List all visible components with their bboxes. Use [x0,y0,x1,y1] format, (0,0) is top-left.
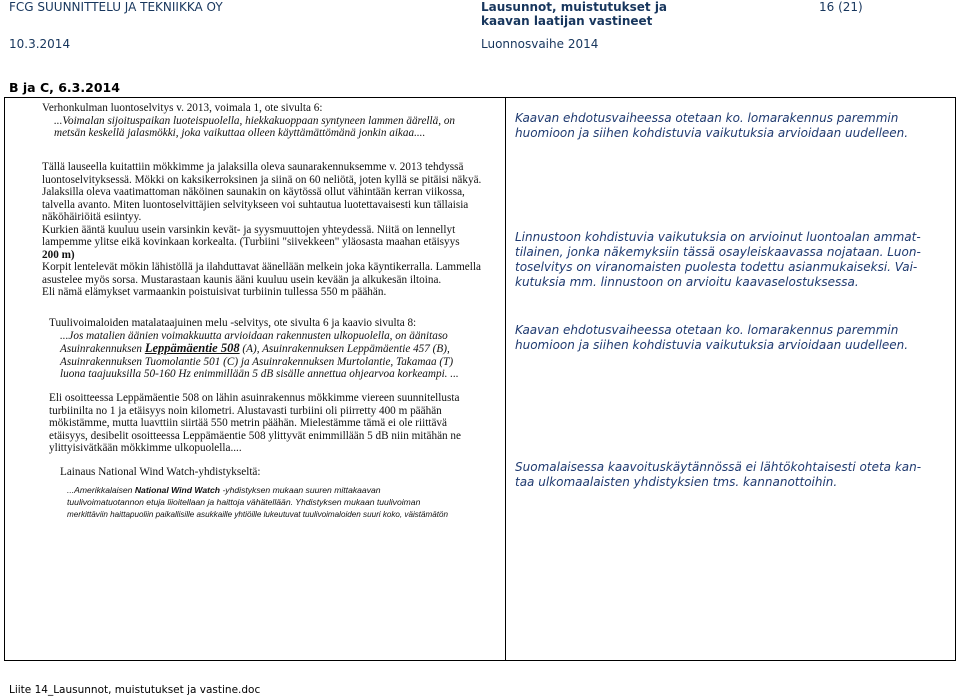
document-title-line1: Lausunnot, muistutukset ja [481,0,668,14]
scan-statement-2 [42,161,481,299]
excerpt-title: Tuulivoimaloiden matalataajuinen melu -selvitys, ote sivulta 6 ja kaavio sivulta 8: [49,317,417,329]
statement-line: Eli nämä elämykset varmaankin poistuisivat turbiinin tullessa 550 m päähän. [42,286,387,298]
scan-quote-5 [67,484,503,521]
statement-line: etäisyys, desibelit osoitteessa Leppämäentie 508 ylittyvät enimmillään 5 dB niin mitähän ne [49,429,461,442]
page-number: 16 (21) [819,0,863,14]
statement-line: Kurkien ääntä kuuluu usein varsinkin kevät- ja syysmuuttojen yhteydessä. Niitä on lennellyt [42,223,456,236]
excerpt-line: metsän keskellä jalasmökki, joka vaikuttaa olleen käyttämättömänä jonkin aikaa.... [54,127,426,139]
comment-line: Kaavan ehdotusvaiheessa otetaan ko. lomarakennus paremmin [515,323,899,337]
quote-fragment: ...Amerikkalaisen [67,485,135,495]
comment-line: taa ulkomaalaisten yhdistyksien tms. kannanottoihin. [515,475,838,489]
document-phase: Luonnosvaihe 2014 [481,37,599,51]
statement-line: asustelee myös sorsa. Mustarastaan kaunis ääni kuuluu usein kevään ja alkukesän iltoina. [42,273,442,286]
statement-line: mökistämme, mutta luavttiin siirtää 550 metrin päähän. Mielestämme tämä ei ole riittävä [49,417,447,429]
quote-line [67,484,503,496]
statement-line: lampemme ylitse eikä kovinkaan korkealta. (Turbiini "siivekkeen" yläosasta maahan etäisyys [42,236,460,248]
section-title: B ja C, 6.3.2014 [9,80,120,95]
response-comment-3 [515,323,908,353]
scan-excerpt-1 [42,102,455,140]
statement-line: turbiinilta no 1 ja etäisyys noin kilometri. Alustavasti turbiini oli piirretty 400 m päähän [49,404,442,417]
comment-line: Linnustoon kohdistuvia vaikutuksia on arvioinut luontoalan ammat- [515,230,921,244]
comment-line: tilainen, jonka näkemyksiin tässä osayleiskaavassa nojataan. Luon- [515,245,921,259]
document-date: 10.3.2014 [9,37,71,51]
comment-line: huomioon ja siihen kohdistuvia vaikutuksia arvioidaan uudelleen. [515,338,909,352]
response-comment-2 [515,230,921,290]
excerpt-line [49,342,459,356]
quote-line: tuulivoimatuotannon etuja liioitellaan ja haittoja vähätellään. Yhdistyksen mukaan tuulivoiman [67,497,421,508]
statement-line: Tällä lauseella kuitattiin mökkimme ja jalaksilla oleva saunarakennuksemme v. 2013 tehdyssä [42,161,464,173]
organization-name: National Wind Watch [134,485,221,495]
quote-fragment: -yhdistyksen mukaan suuren mittakaavan [220,485,381,495]
scan-excerpt-5 [60,466,261,479]
excerpt-line: luona taajuuksilla 50-160 Hz enimmillään 5 dB sisälle annettua ohjearvoa korkeampi. ... [60,368,459,380]
excerpt-line: Asuinrakennuksen Tuomolantie 501 (C) ja Asuinrakennuksen Murtolantie, Takamaa (T) [60,355,454,368]
comment-line: kutuksia mm. linnustoon on arvioitu kaavaselostuksessa. [515,275,859,289]
response-comment-1 [515,111,908,141]
scan-statement-4 [49,392,461,455]
company-name: FCG SUUNNITTELU JA TEKNIIKKA OY [9,0,223,14]
statement-line: Eli osoitteessa Leppämäentie 508 on lähin asuinrakennus mökkimme viereen suunnitellusta [49,392,460,404]
scan-excerpt-3 [49,317,459,381]
excerpt-title: Verhonkulman luontoselvitys v. 2013, voimala 1, ote sivulta 6: [42,102,323,114]
statement-line: 200 m) [42,248,75,261]
excerpt-fragment: Asuinrakennuksen [60,343,145,355]
quote-line: merkittäviin haittapuoliin paikallisille asukkaille yhtiöille lukeutuvat tuulivoimaloiden suuri koko, väistämätön [67,509,449,519]
statement-line: näköhäiriöitä esiintyy. [42,211,142,223]
statement-line: Jalaksilla oleva vaatimattoman näköinen saunakin on käytössä ollut vähintään kerran viikossa, [42,186,465,198]
response-cell [506,98,956,661]
footer-filename: Liite 14_Lausunnot, muistutukset ja vastine.doc [9,684,261,696]
statement-line: Korpit lentelevät mökin lähistöllä ja ilahduttavat äänellään melkein joka käyntikerralla. Lammella [42,261,481,273]
excerpt-line: ...Voimalan sijoituspaikan luoteispuolella, hiekkakuoppaan syntyneen lammen äärellä, on [54,114,456,127]
comment-line: Suomalaisessa kaavoituskäytännössä ei lähtökohtaisesti oteta kan- [515,460,922,474]
response-table [4,97,956,661]
address-highlight: Leppämäentie 508 [144,341,240,355]
excerpt-fragment: (A), Asuinrakennuksen Leppämäentie 457 (B), [239,343,450,355]
comment-line: huomioon ja siihen kohdistuvia vaikutuksia arvioidaan uudelleen. [515,126,909,140]
comment-line: toselvitys on viranomaisten puolesta todettu asianmukaiseksi. Vai- [515,260,918,274]
document-title-line2: kaavan laatijan vastineet [481,14,653,28]
response-comment-4 [515,460,921,490]
statement-line: talvella avanto. Miten luontoselvittäjien selvitykseen voi suhtautua luotettavaisesti kun tällaisia [42,198,469,211]
excerpt-line: ...Jos matalien äänien voimakkuutta arvioidaan rakennusten ulkopuolella, on äänitaso [60,329,448,342]
comment-line: Kaavan ehdotusvaiheessa otetaan ko. lomarakennus paremmin [515,111,899,125]
statement-line: luontoselvityksessä. Mökki on kaksikerroksinen ja siinä on 60 neliötä, joten kyllä se pitäisi näkyä. [42,173,482,186]
statement-cell [5,98,506,661]
excerpt-title: Lainaus National Wind Watch-yhdistykseltä: [60,466,261,478]
statement-line: ylittyisivätkään mökkimme ulkopuolella.... [49,442,242,454]
